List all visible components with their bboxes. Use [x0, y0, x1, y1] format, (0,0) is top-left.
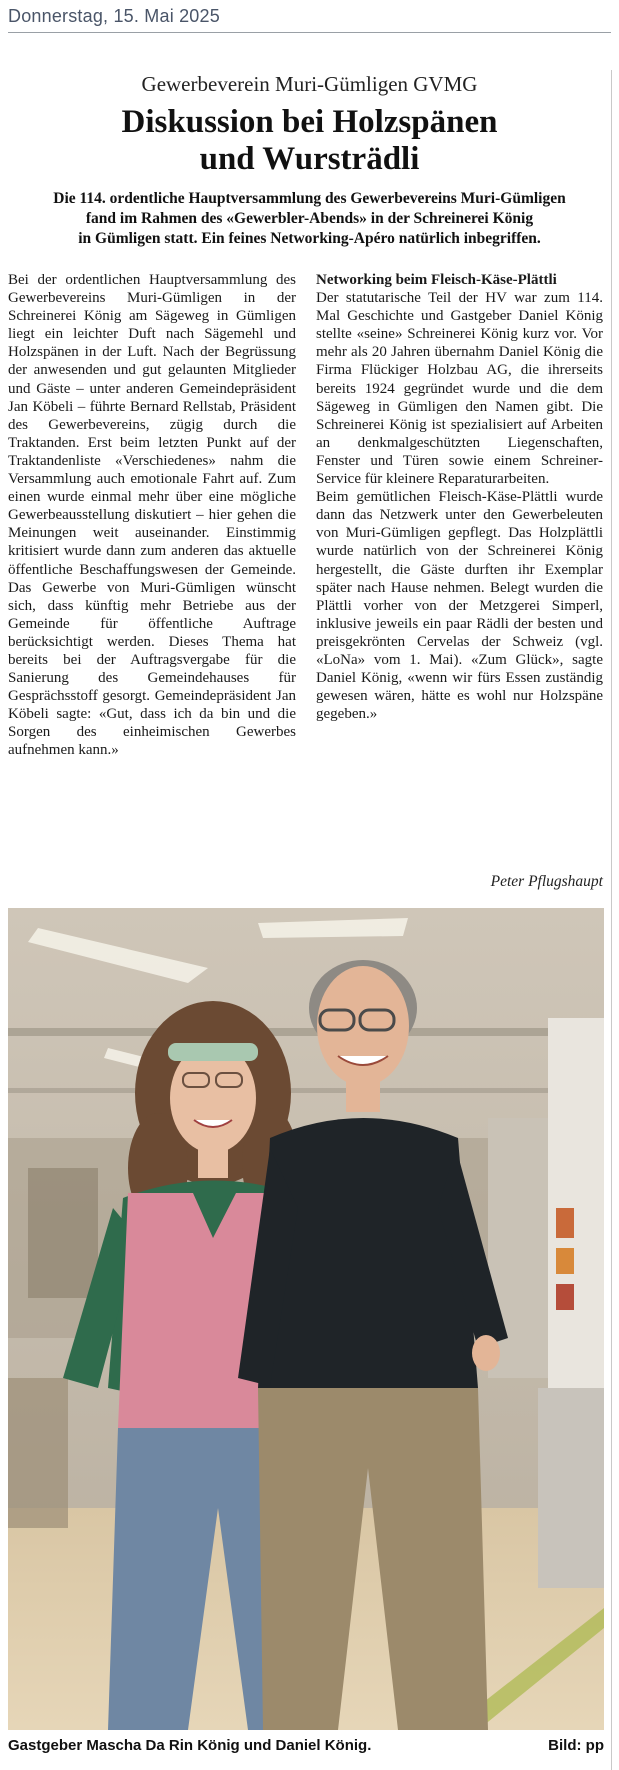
- article-photo: [8, 908, 604, 1730]
- article-column-left: [8, 271, 296, 760]
- lead-line-1: Die 114. ordentliche Hauptversammlung des Gewerbevereins Muri-Gümligen: [53, 190, 566, 207]
- article-column-right: [316, 271, 603, 723]
- article-lead: [8, 189, 611, 249]
- photo-caption: [8, 1737, 604, 1754]
- author-byline: Peter Pflugshaupt: [490, 873, 603, 890]
- header-rule: [8, 32, 611, 33]
- column-divider: [611, 70, 612, 1770]
- dateline: Donnerstag, 15. Mai 2025: [8, 6, 220, 26]
- headline-line-2: und Wursträdli: [199, 141, 420, 177]
- column-right-para-2: Beim gemütlichen Fleisch-Käse-Plättli wurde dann das Netzwerk unter den Gewerbeleuten von Muri-Gümligen gepflegt. Das Holzplättli wurde natürlich von der Schreinerei König hergestellt, die Gäste durften ihr Exemplar später nach Hause nehmen. Belegt wurden die Plättli vorher von der Metzgerei Simperl, inklusive jeweils ein paar Rädli der besten und preisgekrönten Cervelas der Schweiz (vgl. «LoNa» vom 1. Mai). «Zum Glück», sagte Daniel König, «wenn wir fürs Essen zuständig gewesen wären, hätte es wohl nur Holzspäne gegeben.»: [316, 489, 603, 723]
- article-headline: [0, 104, 619, 178]
- article-kicker: Gewerbeverein Muri-Gümligen GVMG: [141, 72, 478, 96]
- headline-line-1: Diskussion bei Holzspänen: [121, 104, 498, 140]
- photo-credit: Bild: pp: [548, 1737, 604, 1754]
- column-left-text: Bei der ordentlichen Hauptversammlung des Gewerbevereins Muri-Gümligen in der Schreinerei König am Sägeweg in Gümligen liegt ein leichter Duft nach Sägemehl und Holzspänen in der Luft. Nach der Begrüssung der anwesenden und gut gelaunten Mitglieder und Gäste – unter anderen Gemeindepräsident Jan Köbeli – führte Bernard Rellstab, Präsident des Gewerbevereins, zügig durch die Traktanden. Erst beim letzten Punkt auf der Traktandenliste «Verschiedenes» nahm die Versammlung auch emotionale Fahrt auf. Zum einen wurde einmal mehr über eine mögliche Gewerbeausstellung diskutiert – hier gehen die Meinungen weit auseinander. Einstimmig kritisiert wurde dann zum anderen das aktuelle öffentliche Beschaffungswesen der Gemeinde. Das Gewerbe von Muri-Gümligen wünscht sich, dass künftig mehr Betriebe aus der Gemeinde für öffentliche Auftrage berücksichtigt werden. Dieses Thema hat bereits bei der Auftragsvergabe für die Sanierung des Gemeindehauses für Gesprächsstoff gesorgt. Gemeindepräsident Jan Köbeli sagte: «Gut, dass ich da bin und die Sorgen des einheimischen Gewerbes aufnehmen kann.»: [8, 272, 296, 759]
- lead-line-3: in Gümligen statt. Ein feines Networking-Apéro natürlich inbegriffen.: [78, 230, 541, 247]
- photo-illustration: [8, 908, 604, 1730]
- section-subhead: Networking beim Fleisch-Käse-Plättli: [316, 272, 557, 288]
- caption-text: Gastgeber Mascha Da Rin König und Daniel König.: [8, 1737, 372, 1754]
- column-right-para-1: Der statutarische Teil der HV war zum 114. Mal Geschichte und Gastgeber Daniel König stellte «seine» Schreinerei König kurz vor. Vor mehr als 20 Jahren übernahm Daniel König die Firma Flückiger Holzbau AG, die ihrerseits bereits 1924 gegründet wurde und die dem Sägeweg in Gümligen den Namen gibt. Die Schreinerei König ist spezialisiert auf Arbeiten an denkmalgeschützten Liegenschaften, Fenster und Türen sowie einem Schreiner-Service für kleinere Reparaturarbeiten.: [316, 290, 603, 488]
- lead-line-2: fand im Rahmen des «Gewerbler-Abends» in der Schreinerei König: [85, 210, 534, 227]
